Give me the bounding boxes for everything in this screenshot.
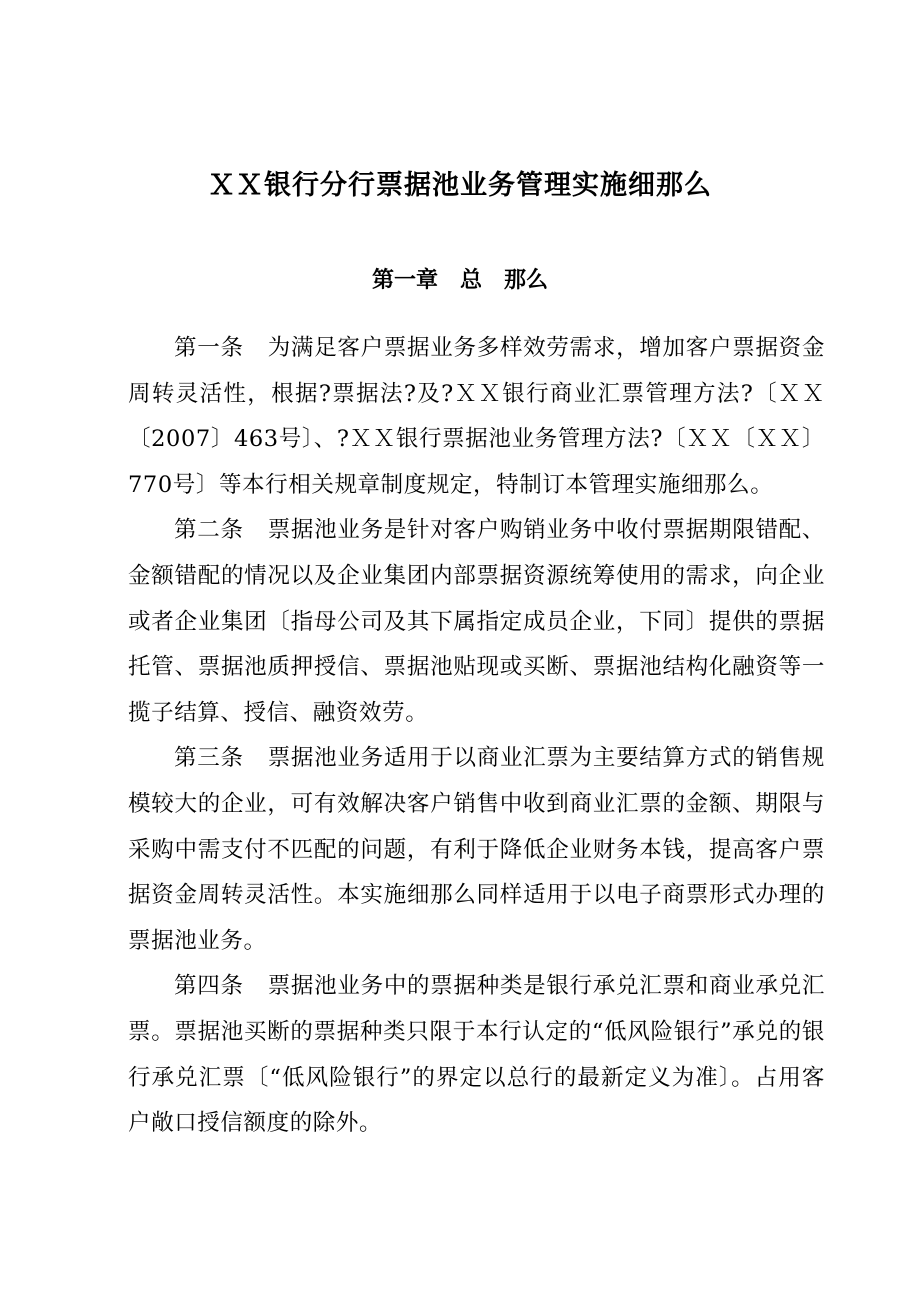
article-text: 票据池业务中的票据种类是银行承兑汇票和商业承兑汇票。票据池买断的票据种类只限于本行认定的“低风险银行”承兑的银行承兑汇票〔“低风险银行”的界定以总行的最新定义为准〕。占用客户敞口授信额度的除外。 bbox=[128, 973, 825, 1137]
article-text: 票据池业务是针对客户购销业务中收付票据期限错配、金额错配的情况以及企业集团内部票据资源统筹使用的需求，向企业或者企业集团〔指母公司及其下属指定成员企业，下同〕提供的票据托管、票据池质押授信、票据池贴现或买断、票据池结构化融资等一揽子结算、授信、融资效劳。 bbox=[128, 517, 825, 726]
article-text: 为满足客户票据业务多样效劳需求，增加客户票据资金周转灵活性，根据?票据法?及?ＸＸ银行商业汇票管理方法?〔ＸＸ〔2007〕463号〕、?ＸＸ银行票据池业务管理方法?〔ＸＸ〔ＸＸ〕770号〕等本行相关规章制度规定，特制订本管理实施细那么。 bbox=[128, 335, 825, 498]
article-number: 第一条 bbox=[174, 335, 244, 361]
article-4 bbox=[128, 964, 825, 1146]
article-number: 第二条 bbox=[174, 517, 244, 544]
article-2 bbox=[128, 508, 825, 736]
article-number: 第四条 bbox=[174, 973, 244, 1000]
article-text: 票据池业务适用于以商业汇票为主要结算方式的销售规模较大的企业，可有效解决客户销售中收到商业汇票的金额、期限与采购中需支付不匹配的问题，有利于降低企业财务本钱，提高客户票据资金周转灵活性。本实施细那么同样适用于以电子商票形式办理的票据池业务。 bbox=[128, 745, 825, 954]
article-3 bbox=[128, 736, 825, 964]
article-1 bbox=[128, 326, 825, 508]
document-body bbox=[128, 326, 825, 1147]
document-title: ＸＸ银行分行票据池业务管理实施细那么 bbox=[208, 170, 712, 201]
article-number: 第三条 bbox=[174, 745, 244, 772]
chapter-title: 第一章 总 那么 bbox=[371, 267, 548, 293]
